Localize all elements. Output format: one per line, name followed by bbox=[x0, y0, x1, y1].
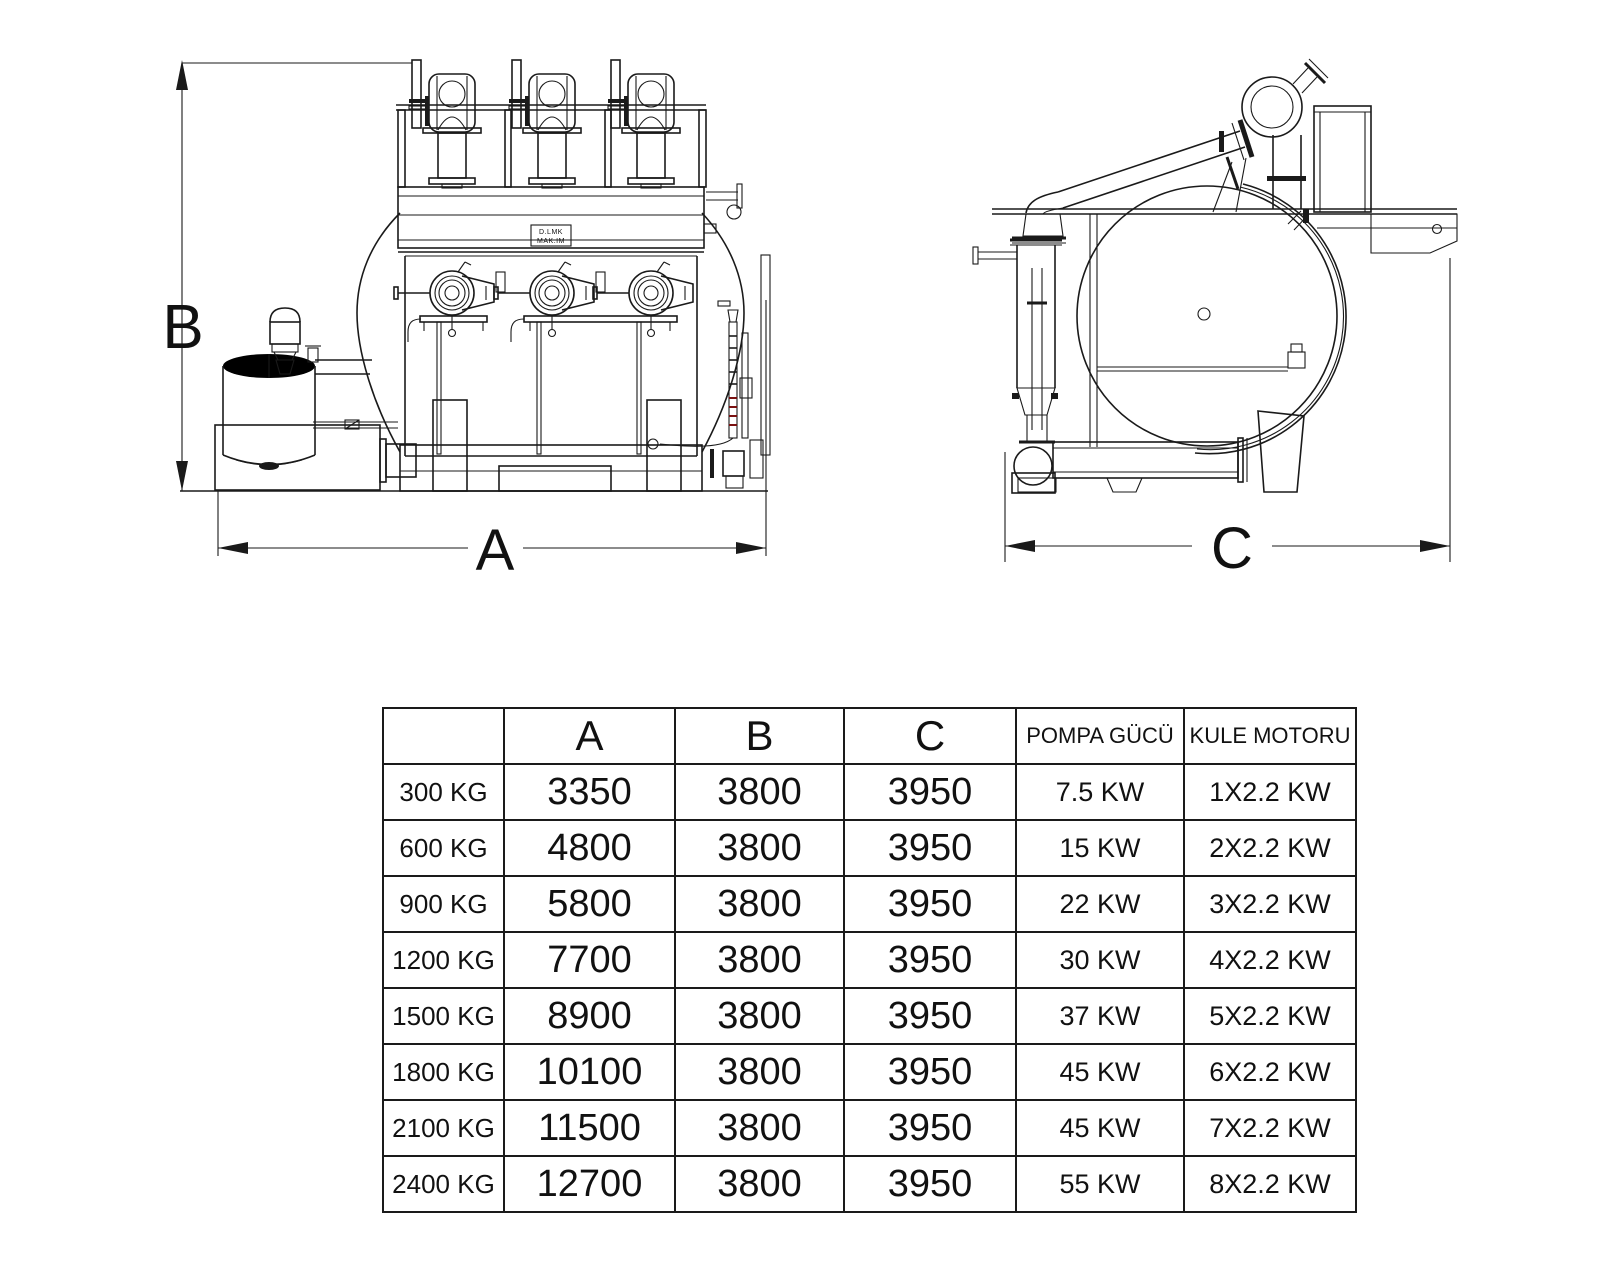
tank-top-fitting bbox=[704, 184, 742, 233]
tower-motor-cell: 2X2.2 KW bbox=[1184, 820, 1356, 876]
dim-a-cell: 7700 bbox=[504, 932, 675, 988]
dim-b-cell: 3800 bbox=[675, 1044, 844, 1100]
dosing-tank bbox=[215, 308, 398, 490]
sight-glass bbox=[648, 255, 770, 488]
capacity-cell: 300 KG bbox=[383, 764, 504, 820]
pump-power-cell: 45 KW bbox=[1016, 1100, 1184, 1156]
dim-a-cell: 4800 bbox=[504, 820, 675, 876]
spec-row bbox=[383, 932, 1356, 988]
dimension-c bbox=[1005, 258, 1450, 581]
dim-b-cell: 3800 bbox=[675, 932, 844, 988]
dim-c-cell: 3950 bbox=[844, 932, 1016, 988]
tank-top-frame bbox=[398, 187, 704, 256]
side-view bbox=[973, 59, 1457, 581]
dim-a-cell: 5800 bbox=[504, 876, 675, 932]
spec-row bbox=[383, 876, 1356, 932]
capacity-cell: 1500 KG bbox=[383, 988, 504, 1044]
dim-b-cell: 3800 bbox=[675, 876, 844, 932]
dimension-b bbox=[162, 60, 412, 491]
header-dim-c: C bbox=[844, 708, 1016, 764]
tower-motor-cell: 4X2.2 KW bbox=[1184, 932, 1356, 988]
tower-motor-cell: 6X2.2 KW bbox=[1184, 1044, 1356, 1100]
mixer-motor bbox=[270, 308, 300, 322]
dim-b-label: B bbox=[162, 293, 204, 362]
capacity-cell: 600 KG bbox=[383, 820, 504, 876]
capacity-cell: 1200 KG bbox=[383, 932, 504, 988]
nameplate-line2: MAK.IM bbox=[537, 238, 565, 245]
spec-header-row bbox=[383, 708, 1356, 764]
dim-a-label: A bbox=[475, 518, 515, 583]
pump-power-cell: 55 KW bbox=[1016, 1156, 1184, 1212]
front-view bbox=[162, 60, 770, 583]
spec-row bbox=[383, 1156, 1356, 1212]
shelves-and-rods bbox=[408, 316, 677, 454]
dim-a-cell: 10100 bbox=[504, 1044, 675, 1100]
dim-c-cell: 3950 bbox=[844, 1100, 1016, 1156]
tower-motor-cell: 7X2.2 KW bbox=[1184, 1100, 1356, 1156]
loading-pipe-and-blower bbox=[1012, 59, 1328, 243]
pump-power-cell: 22 KW bbox=[1016, 876, 1184, 932]
dim-c-cell: 3950 bbox=[844, 820, 1016, 876]
tower-motor-cell: 5X2.2 KW bbox=[1184, 988, 1356, 1044]
spec-row bbox=[383, 820, 1356, 876]
header-capacity bbox=[383, 708, 504, 764]
main-tank-body bbox=[357, 213, 744, 456]
pump-power-cell: 37 KW bbox=[1016, 988, 1184, 1044]
dim-b-cell: 3800 bbox=[675, 988, 844, 1044]
spec-row bbox=[383, 988, 1356, 1044]
pump-power-cell: 15 KW bbox=[1016, 820, 1184, 876]
pump-power-cell: 45 KW bbox=[1016, 1044, 1184, 1100]
dim-c-cell: 3950 bbox=[844, 876, 1016, 932]
dim-c-cell: 3950 bbox=[844, 1044, 1016, 1100]
dim-a-cell: 8900 bbox=[504, 988, 675, 1044]
level-rod bbox=[1097, 344, 1305, 371]
spec-row bbox=[383, 764, 1356, 820]
tank-end-circle bbox=[1077, 184, 1346, 454]
spec-row bbox=[383, 1044, 1356, 1100]
spec-table bbox=[382, 707, 1357, 1213]
tower-motor-cell: 1X2.2 KW bbox=[1184, 764, 1356, 820]
pump-power-cell: 30 KW bbox=[1016, 932, 1184, 988]
dim-c-label: C bbox=[1211, 516, 1253, 581]
pump-power-cell: 7.5 KW bbox=[1016, 764, 1184, 820]
spec-row bbox=[383, 1100, 1356, 1156]
capacity-cell: 2400 KG bbox=[383, 1156, 504, 1212]
nameplate-line1: D.LMK bbox=[539, 229, 563, 236]
header-tower-motor: KULE MOTORU bbox=[1184, 708, 1356, 764]
header-dim-a: A bbox=[504, 708, 675, 764]
dim-a-cell: 3350 bbox=[504, 764, 675, 820]
dim-b-cell: 3800 bbox=[675, 820, 844, 876]
capacity-cell: 1800 KG bbox=[383, 1044, 504, 1100]
dim-a-cell: 12700 bbox=[504, 1156, 675, 1212]
tower-motor-cell: 3X2.2 KW bbox=[1184, 876, 1356, 932]
dim-b-cell: 3800 bbox=[675, 1100, 844, 1156]
dim-b-cell: 3800 bbox=[675, 1156, 844, 1212]
header-pump-power: POMPA GÜCÜ bbox=[1016, 708, 1184, 764]
dim-c-cell: 3950 bbox=[844, 988, 1016, 1044]
dim-c-cell: 3950 bbox=[844, 1156, 1016, 1212]
dim-a-cell: 11500 bbox=[504, 1100, 675, 1156]
capacity-cell: 900 KG bbox=[383, 876, 504, 932]
capacity-cell: 2100 KG bbox=[383, 1100, 504, 1156]
pump-and-drain-pipe bbox=[1012, 411, 1304, 493]
right-column bbox=[1314, 106, 1371, 212]
dim-c-cell: 3950 bbox=[844, 764, 1016, 820]
tower-motor-cell: 8X2.2 KW bbox=[1184, 1156, 1356, 1212]
header-dim-b: B bbox=[675, 708, 844, 764]
heat-exchanger bbox=[973, 240, 1062, 442]
dim-b-cell: 3800 bbox=[675, 764, 844, 820]
